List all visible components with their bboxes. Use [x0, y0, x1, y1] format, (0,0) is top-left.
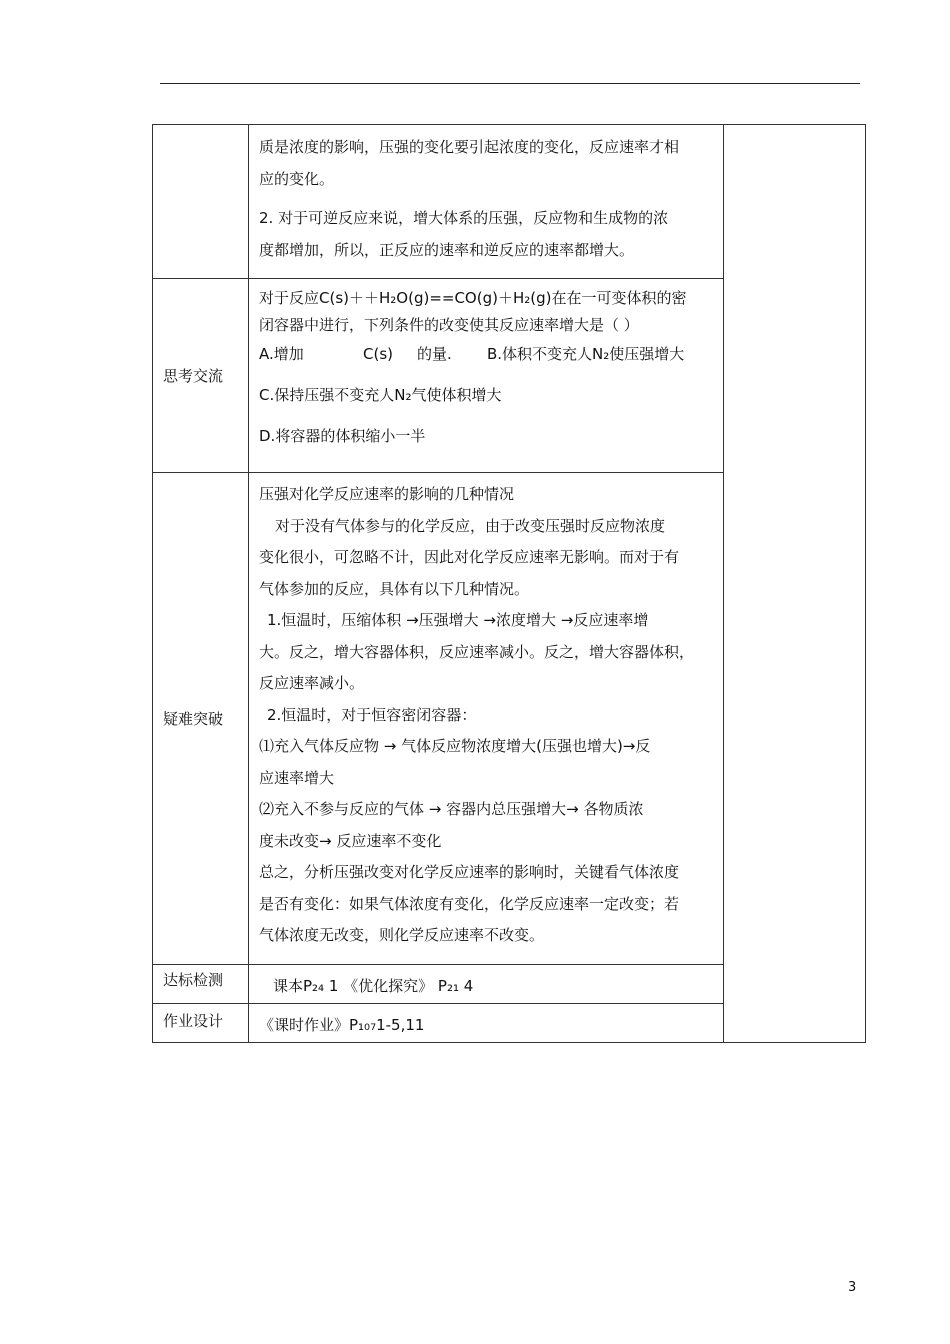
text-line: 反应速率减小。 [259, 674, 365, 692]
text-line: 总之，分析压强改变对化学反应速率的影响时，关键看气体浓度 [259, 863, 680, 881]
text-line: 度未改变→ 反应速率不变化 [259, 831, 442, 850]
row-content: 课本P₂₄ 1 《优化探究》 P₂₁ 4 [249, 965, 724, 1004]
row-content: 《课时作业》P₁₀₇1-5,11 [249, 1004, 724, 1043]
text-line: 1.恒温时，压缩体积 →压强增大 →浓度增大 →反应速率增 [267, 611, 649, 629]
text-line: 2.恒温时，对于恒容密闭容器： [267, 705, 477, 724]
option-a-tail: 的量. [417, 345, 452, 363]
question-line: 闭容器中进行，下列条件的改变使其反应速率增大是（ ） [259, 316, 639, 334]
text-line: 压强对化学反应速率的影响的几种情况 [259, 485, 515, 503]
row-content [249, 473, 724, 965]
text-line: 对于没有气体参与的化学反应，由于改变压强时反应物浓度 [275, 516, 666, 535]
row-content [249, 279, 724, 473]
header-rule [160, 83, 860, 84]
lesson-plan-table [152, 124, 866, 1043]
text-line: 应速率增大 [259, 768, 335, 787]
notes-column [724, 125, 866, 1043]
option-b: B.体积不变充人N₂使压强增大 [487, 345, 685, 363]
question-line: 对于反应C(s)＋＋H₂O(g)==CO(g)＋H₂(g)在在一可变体积的密 [259, 289, 687, 307]
text-line: 大。反之，增大容器体积，反应速率减小。反之，增大容器体积， [259, 642, 695, 661]
row-label: 达标检测 [153, 965, 249, 1004]
text-line: 气体参加的反应，具体有以下几种情况。 [259, 579, 530, 598]
option-a-substance: C(s) [363, 345, 393, 363]
option-a-line [259, 341, 717, 368]
row-label: 疑难突破 [153, 473, 249, 965]
page-number: 3 [848, 1280, 857, 1295]
text-line: 度都增加，所以，正反应的速率和逆反应的速率都增大。 [259, 241, 635, 259]
text-line: 应的变化。 [259, 170, 335, 188]
table-row [153, 125, 866, 279]
text-line: ⑵充入不参与反应的气体 → 容器内总压强增大→ 各物质浓 [259, 800, 644, 818]
option-a: A.增加 [259, 345, 304, 363]
text-line: 气体浓度无改变，则化学反应速率不改变。 [259, 926, 545, 944]
row-label: 作业设计 [153, 1004, 249, 1043]
row-label [153, 125, 249, 279]
option-c: C.保持压强不变充人N₂气使体积增大 [259, 386, 502, 404]
row-content [249, 125, 724, 279]
text-line: 变化很小，可忽略不计，因此对化学反应速率无影响。而对于有 [259, 548, 680, 566]
row-label: 思考交流 [153, 279, 249, 473]
option-d: D.将容器的体积缩小一半 [259, 427, 426, 445]
text-line: 2. 对于可逆反应来说，增大体系的压强，反应物和生成物的浓 [259, 209, 669, 227]
text-line: ⑴充入气体反应物 → 气体反应物浓度增大(压强也增大)→反 [259, 737, 651, 755]
text-line: 质是浓度的影响，压强的变化要引起浓度的变化，反应速率才相 [259, 138, 680, 156]
text-line: 是否有变化：如果气体浓度有变化，化学反应速率一定改变；若 [259, 894, 680, 913]
